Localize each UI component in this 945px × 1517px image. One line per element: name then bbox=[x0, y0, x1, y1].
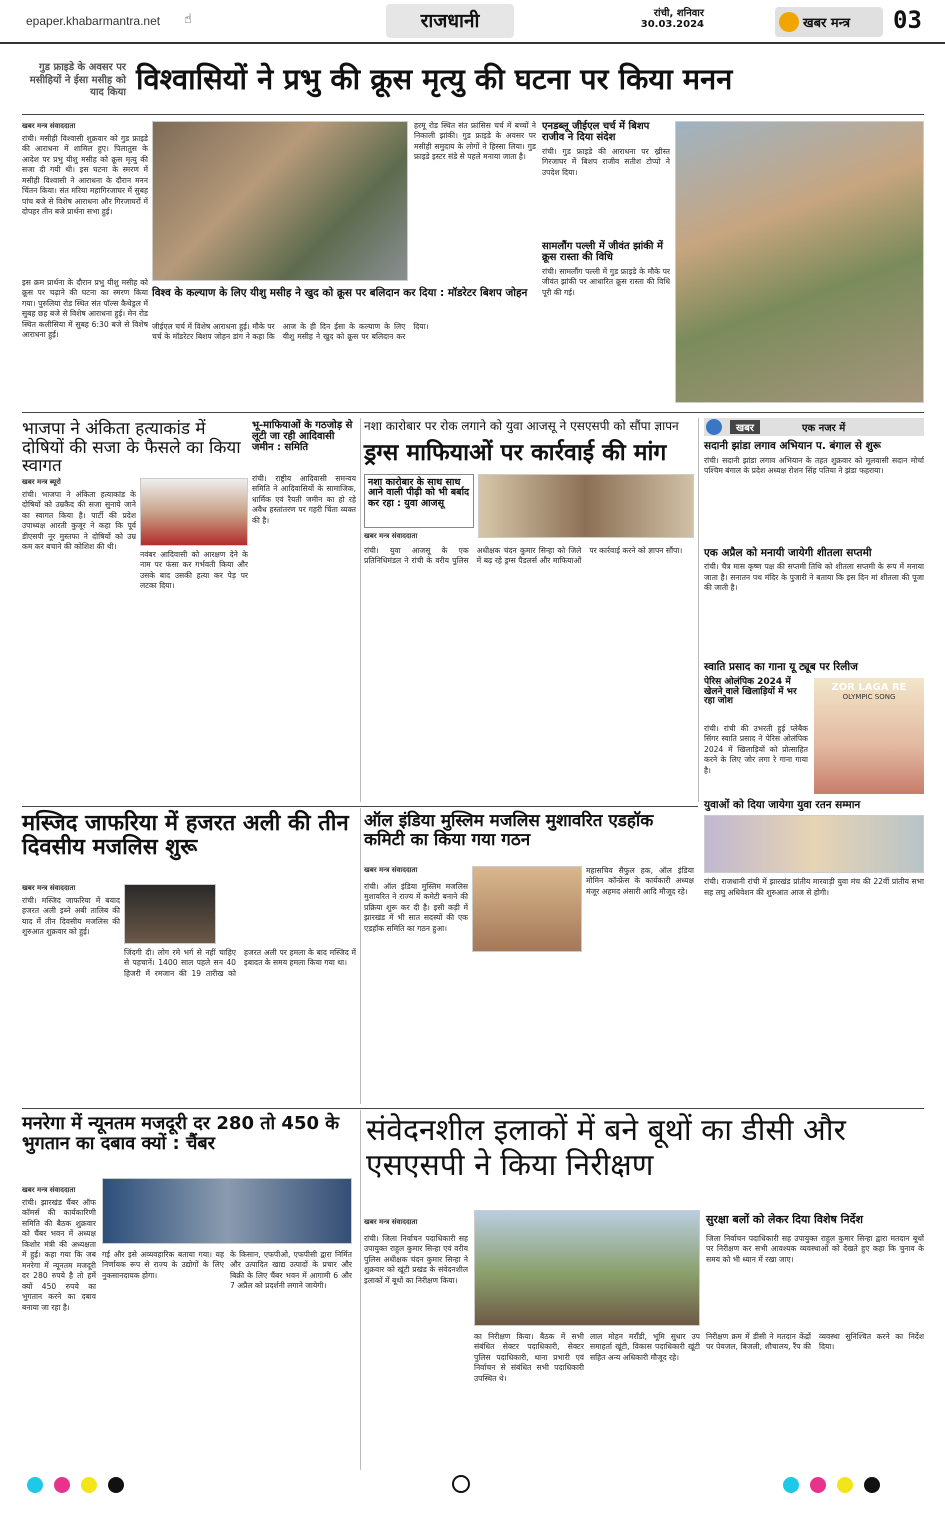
mgnrega-body-2: गई और इसे अव्यवहारिक बताया गया। यह निर्णायक रूप से राज्य के उद्योगों के लिए नुकसानदायक होगा। bbox=[102, 1250, 224, 1280]
booth-byline: खबर मन्त्र संवाददाता bbox=[364, 1218, 418, 1226]
mgnrega-body: रांची। झारखंड चैंबर ऑफ कॉमर्स की कार्यकारिणी समिति की बैठक शुक्रवार को चैंबर भवन में अध्यक्ष किशोर मंत्री की अध्यक्षता में हुई। कहा गया कि जब मनरेगा में न्यूनतम मजदूरी दर 280 रुपये है तो हमें क्यों 450 रुपये का भुगतान करने का दबाव बनाया जा रहा है। bbox=[22, 1198, 96, 1312]
issue-date: 30.03.2024 bbox=[640, 19, 704, 30]
booth-body-3: लाल मोहन मराँडी, भूमि सुधार उप समाहर्ता खूंटी, विकास पदाधिकारी खूंटी सहित अन्य अधिकारी मौजूद रहे। bbox=[590, 1332, 700, 1362]
print-registration-marks bbox=[0, 1474, 945, 1496]
lead-body-2: इस क्रम प्रार्थना के दौरान प्रभु यीशु मसीह को क्रूस पर चढ़ाने की घटना का स्मरण किया गया। पुरुलिया रोड स्थित संत पॉल्स कैथेड्रल में सुबह छह बजे से विशेष आराधना हुई। मेन रोड स्थित कलीसिया में सुबह 6:30 बजे से विशेष आराधना हुई। bbox=[22, 278, 148, 340]
lead-body-1: रांची। मसीही विश्वासी शुक्रवार को गुड फ्राइडे की आराधना में शामिल हुए। पिलातुस के आदेश पर प्रभु यीशु मसीह को क्रूस मृत्यु की सजा दी गयी थी। इस घटना के स्मरण में मसीही विश्वासी ने आराधना के दौरान मनन चिंतन किया। संत मरिया महागिरजाघर में सुबह पांच बजे से विशेष आराधना और गिरजाघरों में दोपहर तीन बजे प्रार्थना सभा हुई। bbox=[22, 134, 148, 217]
drugs-body: रांची। युवा आजसू के एक प्रतिनिधिमंडल ने रांची के वरीय पुलिस अधीक्षक चंदन कुमार सिन्हा को जिले में बढ़ रहे ड्रग्स पैडलर्स और माफियाओं पर कार्रवाई करने को ज्ञापन सौंपा। bbox=[364, 546, 683, 566]
masjid-body: रांची। मस्जिद जाफरिया में बयाद हजरत अली इब्ने अबी तालिब की याद में तीन दिवसीय मजलिस की शुरुआत शुक्रवार को हुई। bbox=[22, 896, 120, 937]
masjid-photo bbox=[124, 884, 216, 944]
booth-body-2: का निरीक्षण किया। बैठक में सभी संबंधित सेक्टर पदाधिकारी, सेक्टर पुलिस पदाधिकारी, थाना प्रभारी एवं निर्वाचन से संबंधित सभी पदाधिकारी उपस्थित थे। bbox=[474, 1332, 584, 1383]
sidebar bbox=[704, 418, 924, 1112]
lead-col3-body: रांची। गुड फ्राइडे की आराधना पर ख्रीस्त गिरजाघर में बिशप राजीव सतीश टोप्पो ने उपदेश दिया। bbox=[542, 147, 670, 177]
mgnrega-byline: खबर मन्त्र संवाददाता bbox=[22, 1186, 76, 1194]
aimim-photo bbox=[472, 866, 582, 952]
aimim-headline: ऑल इंडिया मुस्लिम मजलिस मुशावरित एडहॉक कमिटी का किया गया गठन bbox=[364, 811, 654, 850]
lead-col3-head: एनडब्लू जीईएल चर्च में बिशप राजीव ने दिया संदेश bbox=[542, 121, 650, 143]
color-dot-black-2 bbox=[864, 1477, 880, 1493]
bjp-portrait-photo bbox=[140, 478, 248, 546]
bjp-body: रांची। भाजपा ने अंकिता हत्याकांड के दोषियों को उम्रकैद की सजा सुनाये जाने का स्वागत किया है। पार्टी की प्रदेश उपाध्यक्ष आरती कुजूर ने कहा कि पूर्व डीएसपी नूर मुस्तफा ने दोषियों को उम्र कम कर बचाने की कोशिश की थी। bbox=[22, 490, 136, 552]
lead-photo-communion bbox=[152, 121, 408, 281]
cursor-icon: ☝ bbox=[184, 12, 192, 27]
lead-lower-body: जीईएल चर्च में विशेष आराधना हुई। मौके पर चर्च के मॉडरेटर बिशप जोहन डांग ने कहा कि आज के ही दिन ईसा के कल्याण के लिए यीशु मसीह ने खुद को क्रूस पर बलिदान कर दिया। bbox=[152, 322, 429, 342]
lead-byline: खबर मन्त्र संवाददाता bbox=[22, 122, 76, 130]
lead-kicker: गुड फ्राइडे के अवसर पर मसीहियों ने ईसा मसीह को याद किया bbox=[29, 62, 126, 98]
bjp-body-2: नवंबर आदिवासी को आरक्षण देने के नाम पर फंसा कर गर्भवती किया और उसके बाद उसकी हत्या कर पेड़ पर लटका दिया। bbox=[140, 550, 248, 591]
lead-col-2: हरमू रोड स्थित संत फ्रांसिस चर्च में बच्चों ने निकाली झांकी। गुड फ्राइडे के अवसर पर मसीही समुदाय के लोगों ने हिस्सा लिया। गुड फ्राइडे इस्टर संडे से पहले मनाया जाता है। bbox=[414, 121, 536, 162]
brand-name: खबर मन्त्र bbox=[803, 16, 851, 31]
section-name: राजधानी bbox=[420, 10, 480, 32]
song-poster-image bbox=[814, 678, 924, 794]
sidebar-tag-2: एक नजर में bbox=[802, 423, 846, 434]
mgnrega-photo bbox=[102, 1178, 352, 1244]
drugs-photo bbox=[478, 474, 694, 538]
masjid-body-2: जिंदगी दी। लोग रमे भर्ग से नहीं चाहिए से पहचानें। 1400 साल पहले सन 40 हिजरी में रमजान की 19 तारीख को हजरत अली पर हमला के बाद मस्जिद में इबादत के समय हमला किया गया था। bbox=[124, 948, 356, 978]
drugs-quote-box bbox=[364, 474, 474, 528]
booth-body: रांची। जिला निर्वाचन पदाधिकारी सह उपायुक्त राहुल कुमार सिन्हा एवं वरीय पुलिस अधीक्षक चंदन कुमार सिन्हा ने शुक्रवार को खूंटी प्रखंड के संवेदनशील इलाकों में बूथों का निरीक्षण किया। bbox=[364, 1234, 468, 1285]
color-dot-magenta-2 bbox=[810, 1477, 826, 1493]
color-dot-cyan bbox=[27, 1477, 43, 1493]
booth-photo bbox=[474, 1210, 700, 1326]
registration-target-icon bbox=[452, 1475, 470, 1493]
booth-body-4: निरीक्षण क्रम में डीसी ने मतदान केंद्रों पर पेयजल, बिजली, शौचालय, रैंप की व्यवस्था सुनिश्चित करने का निर्देश दिया। bbox=[706, 1332, 924, 1352]
aimim-byline: खबर मन्त्र संवाददाता bbox=[364, 866, 418, 874]
lead-col3-head2: सामलौंग पल्ली में जीवंत झांकी में क्रूस रास्ता की विधि bbox=[542, 241, 663, 263]
mgnrega-body-3: के किसान, एफपीओ, एफपीसी द्वारा निर्मित और उत्पादित खाद्य उत्पादों के प्रचार और बिक्री के लिए चैंबर भवन में आगामी 6 और 7 अप्रैल को प्रदर्शनी लगाने जायेगी। bbox=[230, 1250, 352, 1291]
sidebar-b2: रांची। चैत्र मास कृष्ण पक्ष की सप्तमी तिथि को शीतला सप्तमी के रूप में मनाया जाता है। सनातन पथ मंदिर के पुजारी ने बताया कि इस दिन मां शीतला की पूजा की जाती है। bbox=[704, 562, 924, 593]
drugs-kicker: नशा कारोबार पर रोक लगाने को युवा आजसू ने एसएसपी को सौंपा ज्ञापन bbox=[364, 419, 679, 433]
land-body: रांची। राष्ट्रीय आदिवासी समन्वय समिति ने आदिवासियों के सामाजिक, धार्मिक एवं रैयती जमीन का हो रहे अवैध हस्तांतरण पर गहरी चिंता व्यक्त की है। bbox=[252, 474, 356, 525]
brand-logo-icon bbox=[779, 12, 799, 32]
sidebar-tag: खबर bbox=[730, 420, 760, 434]
land-headline: भू-माफियाओं के गठजोड़ से लूटी जा रही आदिवासी जमीन : समिति bbox=[252, 420, 353, 453]
lead-photo-procession bbox=[675, 121, 924, 403]
globe-icon bbox=[706, 419, 722, 435]
poster-text-1: ZOR LAGA RE bbox=[831, 681, 907, 693]
lead-caption: विश्व के कल्याण के लिए यीशु मसीह ने खुद को क्रूस पर बलिदान कर दिया : मॉडरेटर बिशप जोहन bbox=[152, 287, 528, 299]
booth-headline: संवेदनशील इलाकों में बने बूथों का डीसी और एसएसपी ने किया निरीक्षण bbox=[366, 1113, 846, 1183]
site-url[interactable]: epaper.khabarmantra.net bbox=[26, 14, 161, 28]
sidebar-b1: रांची। सदानी झांडा लगाव अभियान के तहत शुक्रवार को मूलवासी सदान मोर्चा पश्चिम बंगाल के प्रदेश अध्यक्ष रोशन सिंह पतिया ने झंडा फहराया। bbox=[704, 455, 924, 476]
aimim-body-2: महासचिव सैफुल हक, ऑल इंडिया मोमिन कॉन्फ्रेंस के कार्यकारी अध्यक्ष मंजूर अहमद अंसारी आदि मौजूद रहे। bbox=[586, 866, 694, 896]
yuva-photo bbox=[704, 815, 924, 873]
color-dot-yellow-2 bbox=[837, 1477, 853, 1493]
color-dot-cyan-2 bbox=[783, 1477, 799, 1493]
city-day: रांची, शनिवार bbox=[653, 8, 704, 19]
sidebar-h3: स्वाति प्रसाद का गाना यू ट्यूब पर रिलीज bbox=[704, 661, 858, 674]
sidebar-h1: सदानी झांडा लगाव अभियान प. बंगाल से शुरू bbox=[704, 440, 881, 452]
masjid-headline: मस्जिद जाफरिया में हजरत अली की तीन दिवसीय मजलिस शुरू bbox=[22, 811, 349, 861]
sidebar-b4: रांची। राजधानी रांची में झारखंड प्रांतीय मारवाड़ी युवा मंच की 22वीं प्रांतीय सभा सह लघु अधिवेशन की शुरुआत आज से होगी। bbox=[704, 877, 924, 897]
sidebar-h2: एक अप्रैल को मनायी जायेगी शीतला सप्तमी bbox=[704, 546, 872, 559]
bjp-byline: खबर मन्त्र ब्यूरो bbox=[22, 478, 61, 486]
booth-subhead: सुरक्षा बलों को लेकर दिया विशेष निर्देश bbox=[706, 1213, 863, 1226]
booth-side: जिला निर्वाचन पदाधिकारी सह उपायुक्त राहुल कुमार सिन्हा द्वारा मतदान बूथों पर निरीक्षण कर सभी आवश्यक व्यवस्थाओं को देखते हुए कहा कि चुनाव के समय को भी ध्यान में रखा जाए। bbox=[706, 1234, 924, 1264]
color-dot-magenta bbox=[54, 1477, 70, 1493]
sidebar-h4: युवाओं को दिया जायेगा युवा रतन सम्मान bbox=[704, 798, 861, 811]
lead-headline: विश्वासियों ने प्रभु की क्रूस मृत्यु की घटना पर किया मनन bbox=[136, 62, 733, 96]
page-number: 03 bbox=[893, 6, 922, 34]
color-dot-yellow bbox=[81, 1477, 97, 1493]
lead-col3-body2: रांची। सामलौंग पल्ली में गुड फ्राइडे के मौके पर जीवंत झांकी पर आधारित क्रूस रास्ता की विधि पूरी की गई। bbox=[542, 267, 670, 297]
sidebar-b3: रांची। रांची की उभरती हुई प्लेबैक सिंगर स्वाति प्रसाद ने पेरिस ओलंपिक 2024 में खिलाड़ियों को प्रोत्साहित करने के लिए जोर लगा रे गाना गाया है। bbox=[704, 723, 808, 775]
drugs-byline: खबर मन्त्र संवाददाता bbox=[364, 532, 418, 540]
masthead bbox=[0, 0, 945, 44]
drugs-headline: ड्रग्स माफियाओं पर कार्रवाई की मांग bbox=[364, 440, 667, 466]
poster-text-2: OLYMPIC SONG bbox=[842, 692, 896, 701]
sidebar-h3b: पेरिस ओलंपिक 2024 में खेलने वाले खिलाड़ियों में भर रहा जोश bbox=[704, 676, 797, 707]
masjid-byline: खबर मन्त्र संवाददाता bbox=[22, 884, 76, 892]
bjp-headline: भाजपा ने अंकिता हत्याकांड में दोषियों की सजा के फैसले का किया स्वागत bbox=[22, 419, 241, 477]
mgnrega-headline: मनरेगा में न्यूनतम मजदूरी दर 280 तो 450 के भुगतान का दबाव क्यों : चैंबर bbox=[22, 1113, 340, 1154]
color-dot-black bbox=[108, 1477, 124, 1493]
drugs-quote: नशा कारोबार के साथ साथ आने वाली पीढ़ी को भी बर्बाद कर रहा : युवा आजसू bbox=[368, 477, 470, 509]
aimim-body: रांची। ऑल इंडिया मुस्लिम मजलिस मुशावरित ने राज्य में कमेटी बनाने की प्रक्रिया शुरू कर दी है। इसी कड़ी में झारखंड में भी सात सदस्यों की एक एडहॉक समिति का गठन हुआ। bbox=[364, 882, 468, 933]
